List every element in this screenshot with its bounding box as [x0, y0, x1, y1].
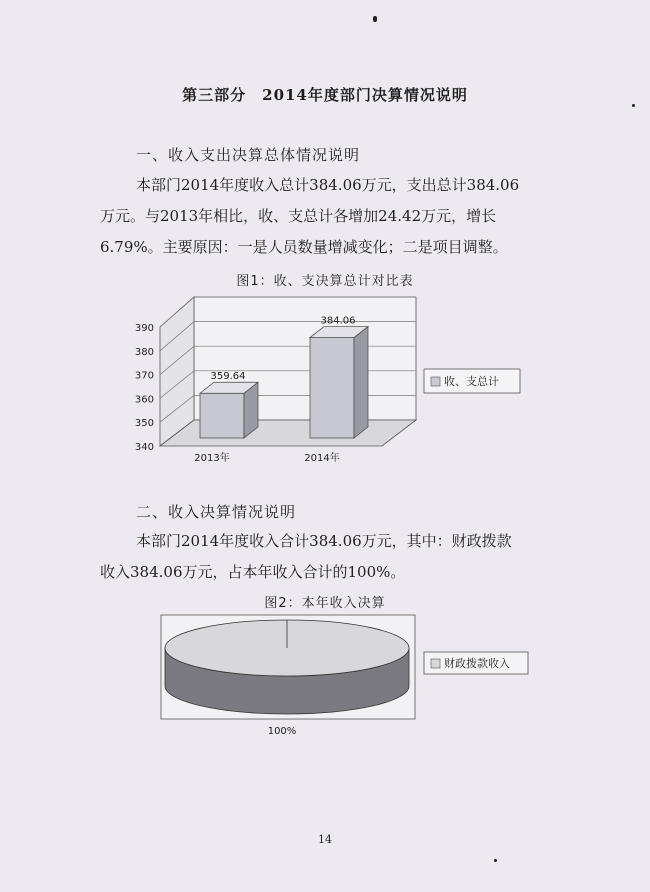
chart1-ytick-label: 370	[134, 370, 154, 382]
chart1-ytick-label: 350	[134, 418, 154, 430]
section2-paragraph	[100, 526, 548, 588]
chart1-xtick-label: 2014年	[304, 453, 340, 464]
chart2-data-label: 100%	[267, 726, 297, 737]
section2-line: 本部门2014年度收入合计384.06万元，其中：财政拨款	[136, 532, 512, 550]
chart2-pie-chart	[158, 612, 538, 742]
section2-line: 收入384.06万元，占本年收入合计的100%。	[100, 563, 406, 581]
section1-paragraph	[100, 170, 548, 263]
chart1-ytick-label: 380	[134, 346, 154, 358]
chart2-legend-swatch	[431, 659, 440, 668]
section1-line: 6.79%。主要原因：一是人员数量增减变化；二是项目调整。	[100, 238, 508, 256]
chart1-bar	[310, 338, 354, 438]
section1-line: 本部门2014年度收入总计384.06万元，支出总计384.06	[136, 176, 520, 194]
page-number: 14	[318, 833, 332, 846]
chart1-ytick-label: 360	[134, 394, 154, 406]
chart1-floor	[160, 420, 416, 446]
chart2-legend-label: 财政拨款收入	[444, 657, 510, 670]
chart1-title: 图1：收、支决算总计对比表	[236, 274, 414, 289]
section2-heading: 二、收入决算情况说明	[136, 503, 297, 521]
chart2-title: 图2：本年收入决算	[264, 596, 386, 611]
chart1-legend-swatch	[431, 377, 440, 386]
chart1-data-label: 359.64	[210, 371, 246, 383]
section1-heading: 一、收入支出决算总体情况说明	[136, 146, 361, 164]
chart1-bar-chart	[120, 290, 540, 470]
ink-mark	[373, 16, 377, 22]
chart1-bar	[200, 393, 244, 438]
chart1-xtick-label: 2013年	[194, 453, 230, 464]
chart1-data-label: 384.06	[320, 315, 356, 327]
ink-mark	[494, 859, 497, 862]
chart1-ytick-label: 390	[134, 323, 154, 334]
chart1-bar-side	[354, 327, 368, 438]
chart1-ytick-label: 340	[134, 442, 154, 453]
section1-line: 万元。与2013年相比，收、支总计各增加24.42万元，增长	[100, 207, 497, 225]
page-title: 第三部分 2014年度部门决算情况说明	[182, 86, 468, 104]
chart1-legend-label: 收、支总计	[444, 375, 499, 388]
